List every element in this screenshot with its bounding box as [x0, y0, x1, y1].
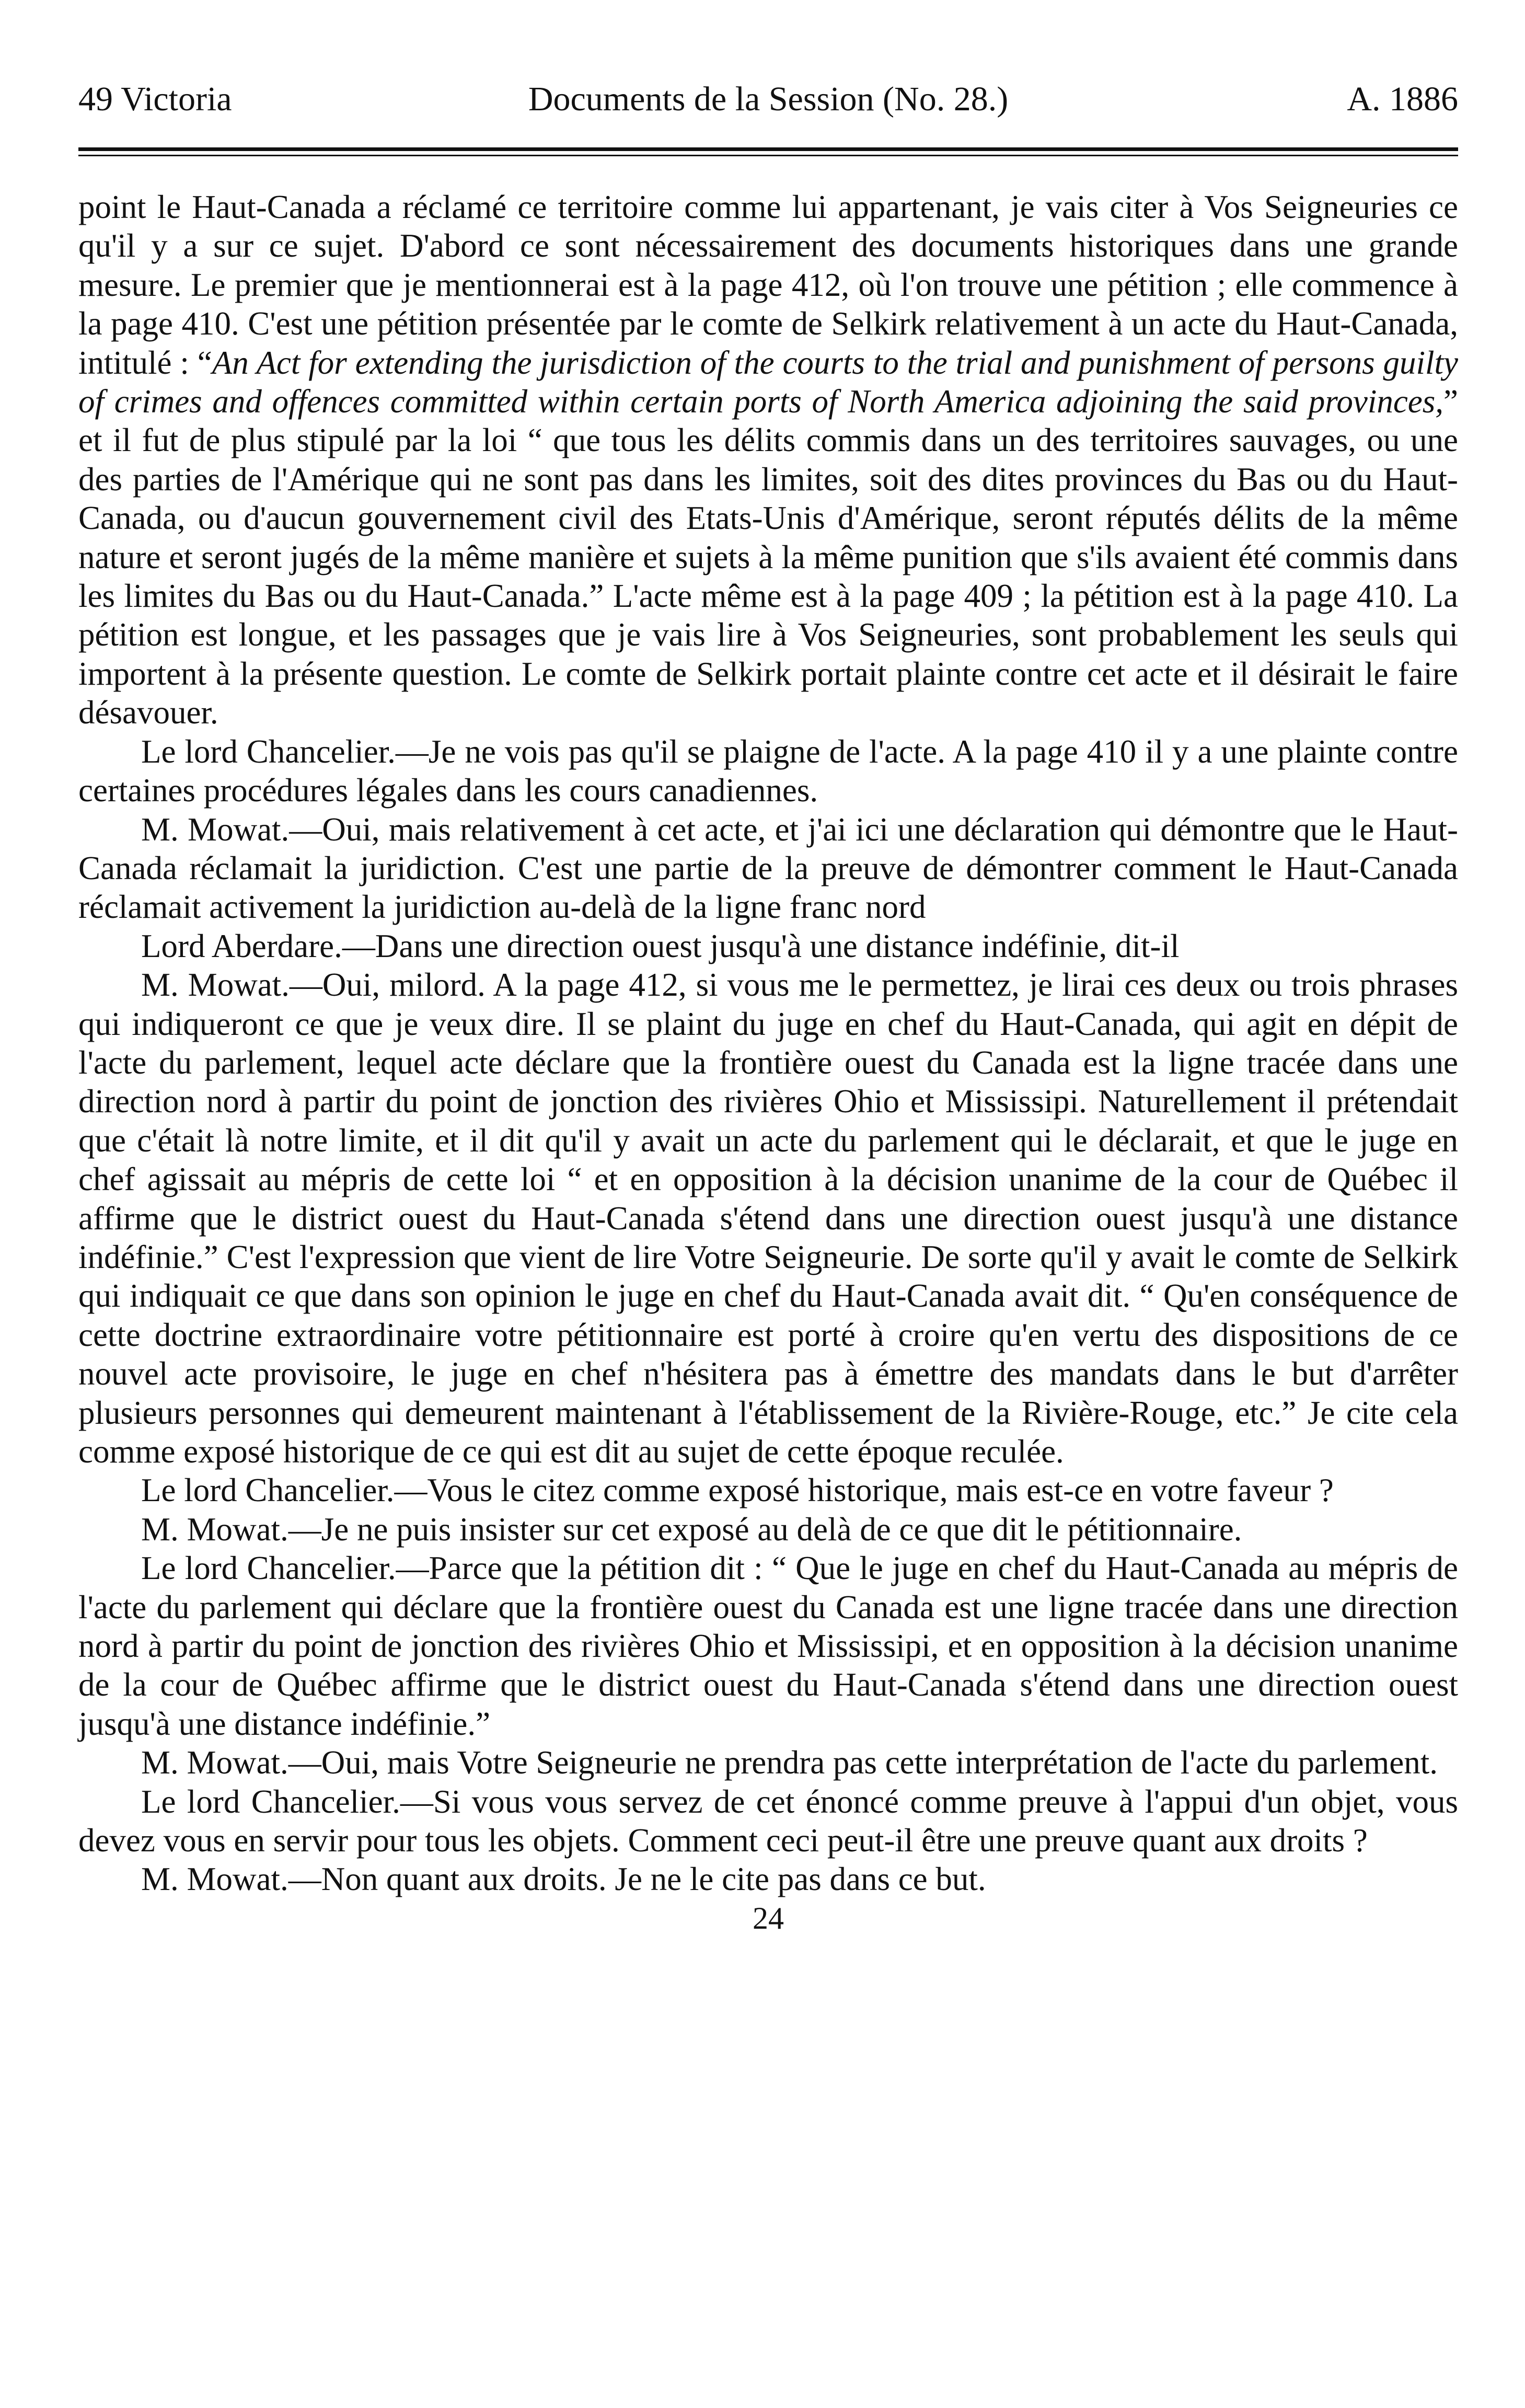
paragraph-10: Le lord Chancelier.—Si vous vous servez de cet énoncé comme preuve à l'appui d'un objet, vous devez vous en servir pour tous les objets. Comment ceci peut-il être une preuve quant aux droits ?: [78, 1783, 1458, 1859]
paragraph-1-text-after: ” et il fut de plus stipulé par la loi “ que tous les délits commis dans un des territoires sauvages, ou une des parties de l'Amérique qui ne sont pas dans les limites, soit des dites provinces du Bas ou du Haut-Canada, ou d'aucun gouvernement civil des Etats-Unis d'Amérique, seront réputés délits de la même nature et seront jugés de la même manière et sujets à la même punition que s'ils avaient été commis dans les limites du Bas ou du Haut-Canada.” L'acte même est à la page 409 ; la pétition est à la page 410. La pétition est longue, et les passages que je vais lire à Vos Seigneuries, sont probablement les seuls qui importent à la présente question. Le comte de Selkirk portait plainte contre cet acte et il désirait le faire désavouer.: [78, 383, 1458, 731]
paragraph-11: M. Mowat.—Non quant aux droits. Je ne le cite pas dans ce but.: [141, 1861, 986, 1898]
header-rule-thick: [78, 147, 1458, 151]
paragraph-2: Le lord Chancelier.—Je ne vois pas qu'il se plaigne de l'acte. A la page 410 il y a une plainte contre certaines procédures légales dans les cours canadiennes.: [78, 733, 1458, 809]
act-title-italic: An Act for extending the jurisdiction of the courts to the trial and punishment of persons guilty of crimes and offences committed within certain ports of North America adjoining the said provinces,: [78, 344, 1458, 420]
body-text: [78, 188, 1458, 1899]
paragraph-5: M. Mowat.—Oui, milord. A la page 412, si vous me le permettez, je lirai ces deux ou trois phrases qui indiqueront ce que je veux dire. Il se plaint du juge en chef du Haut-Canada, qui agit en dépit de l'acte du parlement, lequel acte déclare que la frontière ouest du Canada est la ligne tracée dans une direction nord à partir du point de jonction des rivières Ohio et Mississipi. Naturellement il prétendait que c'était là notre limite, et il dit qu'il y avait un acte du parlement qui le déclarait, et que le juge en chef agissait au mépris de cette loi “ et en opposition à la décision unanime de la cour de Québec il affirme que le district ouest du Haut-Canada s'étend dans une direction ouest jusqu'à une distance indéfinie.” C'est l'expression que vient de lire Votre Seigneurie. De sorte qu'il y avait le comte de Selkirk qui indiquait ce que dans son opinion le juge en chef du Haut-Canada avait dit. “ Qu'en conséquence de cette doctrine extraordinaire votre pétitionnaire est porté à croire qu'en vertu des dispositions de ce nouvel acte provisoire, le juge en chef n'hésitera pas à émettre des mandats dans le but d'arrêter plusieurs personnes qui demeurent maintenant à l'établissement de la Rivière-Rouge, etc.” Je cite cela comme exposé historique de ce qui est dit au sujet de cette époque reculée.: [78, 966, 1458, 1470]
header-rule-thin: [78, 155, 1458, 156]
paragraph-6: Le lord Chancelier.—Vous le citez comme exposé historique, mais est-ce en votre faveur ?: [141, 1472, 1334, 1509]
paragraph-1: [78, 188, 1458, 732]
header-volume: 49 Victoria: [78, 80, 232, 118]
paragraph-1-text-before: point le Haut-Canada a réclamé ce territoire comme lui appartenant, je vais citer à Vos Seigneuries ce qu'il y a sur ce sujet. D'abord ce sont nécessairement des documents historiques dans une grande mesure. Le premier que je mentionnerai est à la page 412, où l'on trouve une pétition ; elle commence à la page 410. C'est une pétition présentée par le comte de Selkirk relativement à un acte du Haut-Canada, intitulé : “: [78, 189, 1458, 381]
header-year: A. 1886: [1347, 80, 1458, 118]
paragraph-9: M. Mowat.—Oui, mais Votre Seigneurie ne prendra pas cette interprétation de l'acte du parlement.: [141, 1744, 1438, 1781]
running-header: [78, 78, 1458, 125]
header-title: Documents de la Session (No. 28.): [528, 80, 1009, 118]
page-number: 24: [753, 1900, 784, 1935]
paragraph-4: Lord Aberdare.—Dans une direction ouest jusqu'à une distance indéfinie, dit-il: [141, 927, 1180, 964]
paragraph-8: Le lord Chancelier.—Parce que la pétition dit : “ Que le juge en chef du Haut-Canada au mépris de l'acte du parlement qui déclare que la frontière ouest du Canada est une ligne tracée dans une direction nord à partir du point de jonction des rivières Ohio et Mississipi, et en opposition à la décision unanime de la cour de Québec affirme que le district ouest du Haut-Canada s'étend dans une direction ouest jusqu'à une distance indéfinie.”: [78, 1550, 1458, 1742]
paragraph-3: M. Mowat.—Oui, mais relativement à cet acte, et j'ai ici une déclaration qui démontre que le Haut-Canada réclamait la juridiction. C'est une partie de la preuve de démontrer comment le Haut-Canada réclamait activement la juridiction au-delà de la ligne franc nord: [78, 811, 1458, 926]
document-page: [78, 78, 1458, 1937]
paragraph-7: M. Mowat.—Je ne puis insister sur cet exposé au delà de ce que dit le pétitionnaire.: [141, 1511, 1242, 1548]
